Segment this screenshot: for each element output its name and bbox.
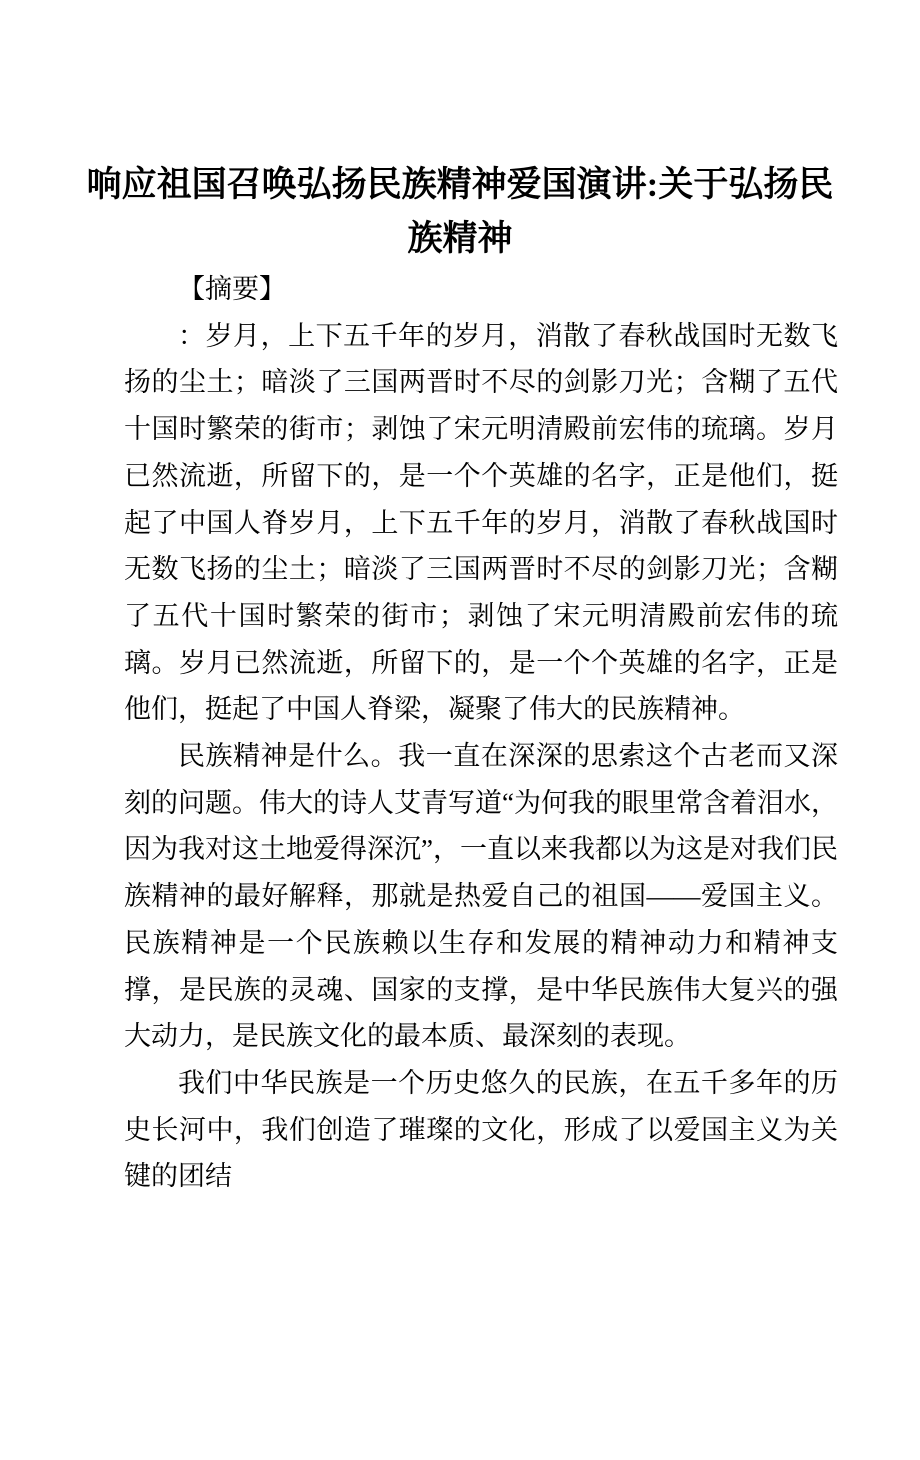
paragraph-abstract-text: ：岁月，上下五千年的岁月，消散了春秋战国时无数飞扬的尘土；暗淡了三国两晋时不尽的剑影刀光；含糊了五代十国时繁荣的街市；剥蚀了宋元明清殿前宏伟的琉璃。岁月已然流逝，所留下的，是一个个英雄的名字，正是他们，挺起了中国人脊岁月，上下五千年的岁月，消散了春秋战国时无数飞扬的尘土；暗淡了三国两晋时不尽的剑影刀光；含糊了五代十国时繁荣的街市；剥蚀了宋元明清殿前宏伟的琉璃。岁月已然流逝，所留下的，是一个个英雄的名字，正是他们，挺起了中国人脊梁，凝聚了伟大的民族精神。 [124,320,838,725]
paragraph-national-spirit: 民族精神是什么。我一直在深深的思索这个古老而又深刻的问题。伟大的诗人艾青写道“为何我的眼里常含着泪水，因为我对这土地爱得深沉”，一直以来我都以为这是对我们民族精神的最好解释，那就是热爱自己的祖国——爱国主义。民族精神是一个民族赖以生存和发展的精神动力和精神支撑，是民族的灵魂、国家的支撑，是中华民族伟大复兴的强大动力，是民族文化的最本质、最深刻的表现。 [124,741,838,1052]
abstract-label: 【摘要】 [178,274,286,304]
document-title: 响应祖国召唤弘扬民族精神爱国演讲:关于弘扬民族精神 [86,165,834,258]
paragraph-chinese-nation: 我们中华民族是一个历史悠久的民族，在五千多年的历史长河中，我们创造了璀璨的文化，形成了以爱国主义为关键的团结 [124,1067,838,1192]
document-body [124,266,838,1200]
document-page [0,158,920,1460]
